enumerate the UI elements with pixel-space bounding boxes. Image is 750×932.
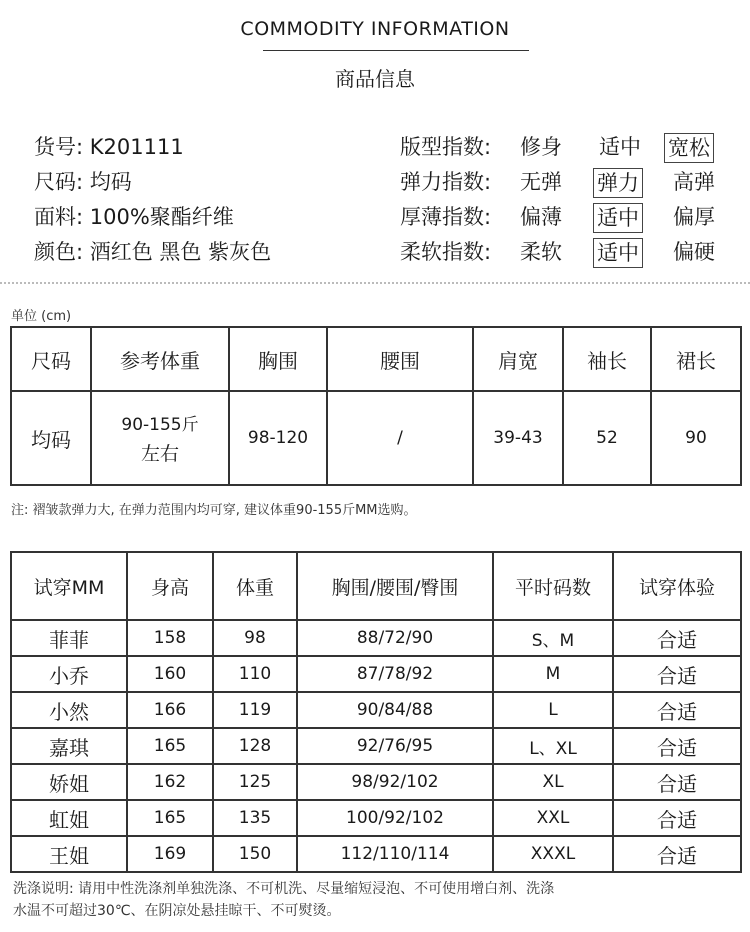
dotted-divider [0,282,750,284]
table-cell: 135 [213,800,297,836]
table-cell: 158 [127,620,213,656]
table-cell: 王姐 [11,836,127,872]
table-cell: 均码 [11,391,91,485]
table-cell: XXXL [493,836,613,872]
table-row [11,764,741,800]
table-cell: 小然 [11,692,127,728]
header-cell: 胸围 [229,327,327,391]
table-row [11,836,741,872]
index-softness [400,235,715,270]
size-info: 尺码: 均码 [34,170,132,194]
table-row [11,800,741,836]
header-cell: 试穿体验 [613,552,741,620]
header-cell: 腰围 [327,327,473,391]
header-cell: 尺码 [11,327,91,391]
index-thickness [400,200,715,235]
table-row [11,620,741,656]
header-cell: 体重 [213,552,297,620]
table-cell: 112/110/114 [297,836,493,872]
index-option-selected: 弹力 [593,168,643,198]
index-option-selected: 适中 [593,203,643,233]
table-cell: 小乔 [11,656,127,692]
index-option: 适中 [599,135,641,159]
table-cell: 110 [213,656,297,692]
table-cell: 166 [127,692,213,728]
header-cell: 试穿MM [11,552,127,620]
table-row [11,692,741,728]
weight-range: 90-155斤 [121,415,199,435]
table-cell: 90 [651,391,741,485]
table-cell: XXL [493,800,613,836]
header-cell: 肩宽 [473,327,563,391]
weight-approx: 左右 [140,443,179,465]
table-cell: 合适 [613,764,741,800]
washing-line: 洗涤说明: 请用中性洗涤剂单独洗涤、不可机洗、尽量缩短浸泡、不可使用增白剂、洗涤 [13,881,555,897]
header-cell: 胸围/腰围/臀围 [297,552,493,620]
header-cell: 参考体重 [91,327,229,391]
fabric-info: 面料: 100%聚酯纤维 [34,205,234,229]
table-cell: 合适 [613,836,741,872]
header-cell: 袖长 [563,327,651,391]
table-row [11,656,741,692]
table-cell: XL [493,764,613,800]
index-option-selected: 适中 [593,238,643,268]
table-cell: 菲菲 [11,620,127,656]
index-option: 无弹 [520,170,562,194]
table-cell: 150 [213,836,297,872]
table-cell: 合适 [613,728,741,764]
unit-label: 单位 (cm) [11,309,72,324]
table-cell: 160 [127,656,213,692]
table-cell: 165 [127,728,213,764]
washing-line: 水温不可超过30℃、在阴凉处悬挂晾干、不可熨烫。 [13,903,341,919]
index-option: 偏硬 [673,240,715,264]
table-cell [91,391,229,485]
table-cell: / [327,391,473,485]
table-cell: 98/92/102 [297,764,493,800]
table-cell: 合适 [613,656,741,692]
index-option: 修身 [520,135,562,159]
table-cell: 128 [213,728,297,764]
index-option: 偏薄 [520,205,562,229]
table-row [11,728,741,764]
table-cell: 合适 [613,620,741,656]
table-cell: 90/84/88 [297,692,493,728]
table-cell: 119 [213,692,297,728]
table-cell: 98 [213,620,297,656]
table-cell: M [493,656,613,692]
index-label: 弹力指数: [400,170,492,194]
title-english: COMMODITY INFORMATION [240,18,510,40]
table-cell: 88/72/90 [297,620,493,656]
table-cell: 87/78/92 [297,656,493,692]
size-table-row [11,391,741,485]
washing-instructions [13,878,743,922]
color-info: 颜色: 酒红色 黑色 紫灰色 [34,240,272,264]
table-cell: 39-43 [473,391,563,485]
size-table [10,326,742,486]
index-label: 柔软指数: [400,240,492,264]
table-cell: L、XL [493,728,613,764]
index-elasticity [400,165,715,200]
fit-table-header [11,552,741,620]
table-cell: 169 [127,836,213,872]
item-number: 货号: K201111 [34,135,184,159]
index-option: 柔软 [520,240,562,264]
table-cell: 52 [563,391,651,485]
table-cell: S、M [493,620,613,656]
table-cell: 162 [127,764,213,800]
size-table-header [11,327,741,391]
table-cell: 合适 [613,692,741,728]
table-cell: 虹姐 [11,800,127,836]
index-option-selected: 宽松 [664,133,714,163]
index-label: 厚薄指数: [400,205,492,229]
table-cell: L [493,692,613,728]
table-cell: 92/76/95 [297,728,493,764]
header-cell: 身高 [127,552,213,620]
table-cell: 165 [127,800,213,836]
index-label: 版型指数: [400,135,492,159]
title-chinese: 商品信息 [335,67,415,91]
table-cell: 娇姐 [11,764,127,800]
table-cell: 98-120 [229,391,327,485]
header-cell: 平时码数 [493,552,613,620]
size-note: 注: 褶皱款弹力大, 在弹力范围内均可穿, 建议体重90-155斤MM选购。 [11,503,417,518]
fit-table [10,551,742,873]
title-divider [263,50,529,51]
table-cell: 嘉琪 [11,728,127,764]
header-cell: 裙长 [651,327,741,391]
table-cell: 125 [213,764,297,800]
table-cell: 100/92/102 [297,800,493,836]
index-fit [400,130,710,165]
index-option: 高弹 [673,170,715,194]
table-cell: 合适 [613,800,741,836]
index-option: 偏厚 [673,205,715,229]
